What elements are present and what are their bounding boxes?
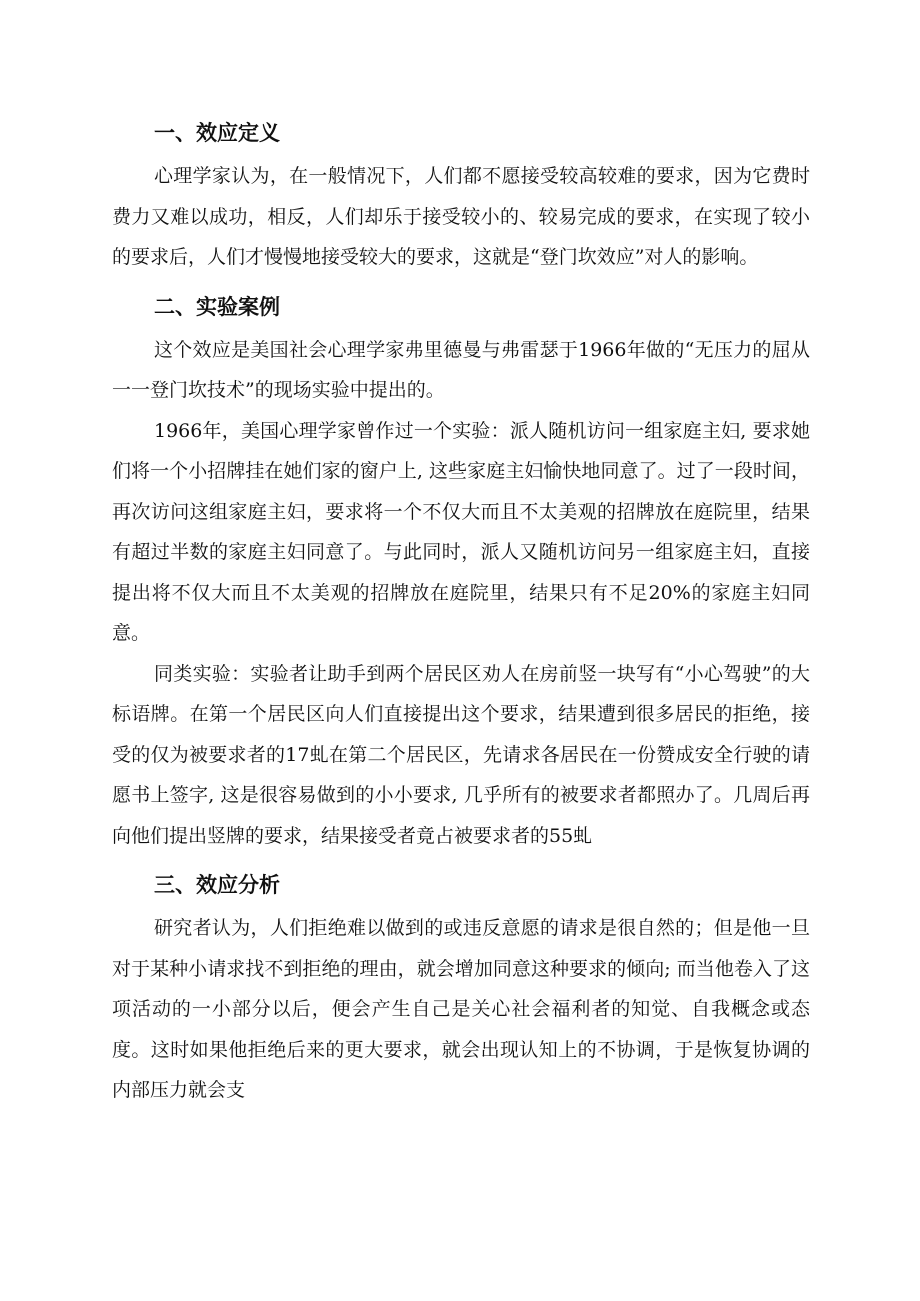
paragraph-experiment-origin: 这个效应是美国社会心理学家弗里德曼与弗雷瑟于1966年做的“无压力的屈从一一登门坎技术”的现场实验中提出的。 (112, 338, 810, 401)
section-heading-definition: 一、效应定义 (154, 121, 280, 145)
section-heading-analysis: 三、效应分析 (154, 873, 280, 897)
paragraph-experiment-similar: 同类实验：实验者让助手到两个居民区劝人在房前竖一块写有“小心驾驶”的大标语牌。在第一个居民区向人们直接提出这个要求，结果遭到很多居民的拒绝，接受的仅为被要求者的17虬在第二个居民区，先请求各居民在一份赞成安全行驶的请愿书上签字, 这是很容易做到的小小要求, 几乎所有的被要求者都照办了。几周后再向他们提出竖牌的要求，结果接受者竟占被要求者的55虬 (112, 662, 810, 847)
paragraph-experiment-1966: 1966年，美国心理学家曾作过一个实验：派人随机访问一组家庭主妇, 要求她们将一个小招牌挂在她们家的窗户上, 这些家庭主妇愉快地同意了。过了一段时间，再次访问这组家庭主妇，要求将一个不仅大而且不太美观的招牌放在庭院里，结果有超过半数的家庭主妇同意了。与此同时，派人又随机访问另一组家庭主妇，直接提出将不仅大而且不太美观的招牌放在庭院里，结果只有不足20%的家庭主妇同意。 (112, 419, 810, 644)
paragraph-definition: 心理学家认为，在一般情况下，人们都不愿接受较高较难的要求，因为它费时费力又难以成功，相反，人们却乐于接受较小的、较易完成的要求，在实现了较小的要求后，人们才慢慢地接受较大的要求，这就是“登门坎效应”对人的影响。 (112, 165, 810, 268)
section-heading-experiment: 二、实验案例 (154, 294, 280, 319)
paragraph-analysis: 研究者认为，人们拒绝难以做到的或违反意愿的请求是很自然的；但是他一旦对于某种小请求找不到拒绝的理由，就会增加同意这种要求的倾向; 而当他卷入了这项活动的一小部分以后，便会产生自己是关心社会福利者的知觉、自我概念或态度。这时如果他拒绝后来的更大要求，就会出现认知上的不协调，于是恢复协调的内部压力就会支 (112, 917, 810, 1101)
document-body (112, 110, 810, 1111)
